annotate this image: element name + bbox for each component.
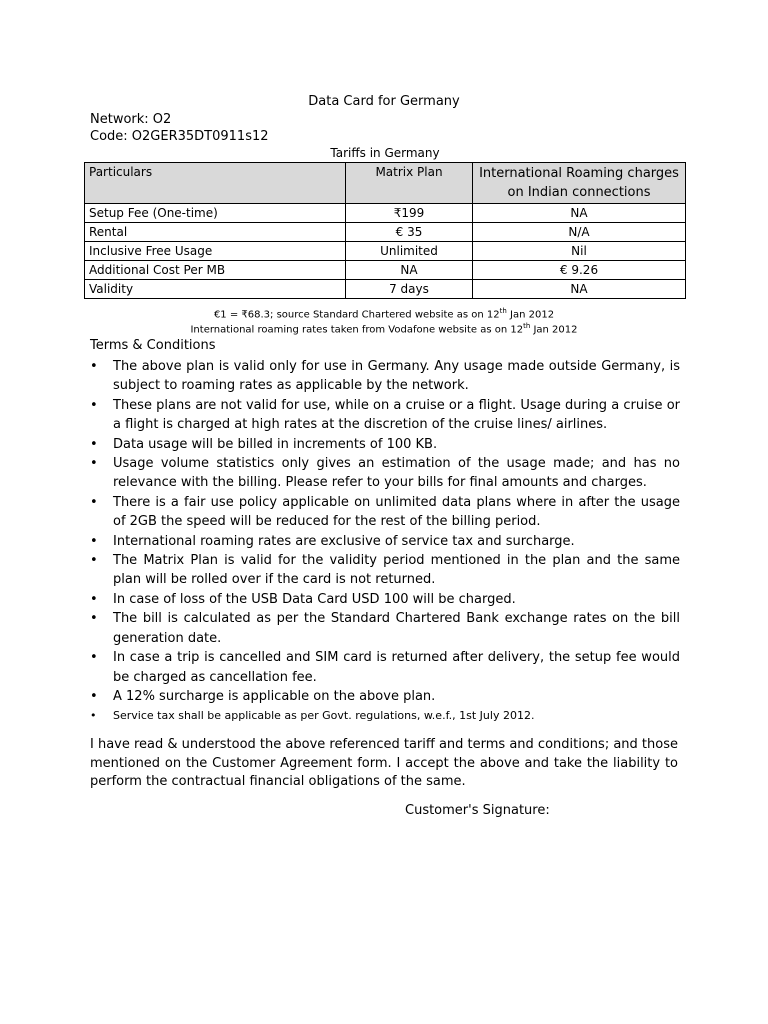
list-item xyxy=(90,532,680,551)
footnote-text: Jan 2012 xyxy=(506,309,555,321)
table-cell: NA xyxy=(473,280,686,299)
term-text: Service tax shall be applicable as per Govt. regulations, w.e.f., 1st July 2012. xyxy=(113,709,535,723)
header-roaming-charges: International Roaming charges on Indian connections xyxy=(473,163,686,204)
term-text: A 12% surcharge is applicable on the above plan. xyxy=(113,688,436,704)
list-item xyxy=(90,551,680,590)
term-text: The bill is calculated as per the Standard Chartered Bank exchange rates on the bill generation date. xyxy=(113,611,680,646)
table-cell: Nil xyxy=(473,242,686,261)
document-title: Data Card for Germany xyxy=(308,94,460,109)
table-cell: Setup Fee (One-time) xyxy=(85,204,346,223)
table-cell: Rental xyxy=(85,223,346,242)
table-cell: NA xyxy=(473,204,686,223)
bullet-icon: • xyxy=(90,494,98,510)
tariff-table xyxy=(84,162,686,299)
bullet-icon: • xyxy=(90,591,98,607)
table-row xyxy=(85,223,686,242)
table-row xyxy=(85,261,686,280)
network-label: Network: O2 xyxy=(90,112,172,127)
footnote-superscript: th xyxy=(499,307,507,315)
declaration-paragraph: I have read & understood the above referenced tariff and terms and conditions; and those mentioned on the Customer Agreement form. I accept the above and take the liability to perform the contractual financial obligations of the same. xyxy=(90,737,678,789)
list-item xyxy=(90,357,680,396)
table-cell: Inclusive Free Usage xyxy=(85,242,346,261)
tariffs-title: Tariffs in Germany xyxy=(330,146,440,160)
table-cell: € 35 xyxy=(346,223,473,242)
table-row xyxy=(85,280,686,299)
bullet-icon: • xyxy=(90,436,98,452)
table-cell: Additional Cost Per MB xyxy=(85,261,346,280)
list-item xyxy=(90,609,680,648)
term-text: The above plan is valid only for use in Germany. Any usage made outside Germany, is subject to roaming rates as applicable by the network. xyxy=(113,359,680,394)
term-text: In case a trip is cancelled and SIM card is returned after delivery, the setup fee would be charged as cancellation fee. xyxy=(113,650,680,685)
list-item xyxy=(90,648,680,687)
bullet-icon: • xyxy=(90,688,98,704)
term-text: The Matrix Plan is valid for the validity period mentioned in the plan and the same plan will be rolled over if the card is not returned. xyxy=(113,553,680,588)
term-text: Data usage will be billed in increments of 100 KB. xyxy=(113,436,438,452)
table-cell: € 9.26 xyxy=(473,261,686,280)
list-item xyxy=(90,396,680,435)
term-text: International roaming rates are exclusive of service tax and surcharge. xyxy=(113,533,575,549)
table-row xyxy=(85,204,686,223)
bullet-icon: • xyxy=(90,709,97,723)
list-item xyxy=(90,435,680,454)
bullet-icon: • xyxy=(90,533,98,549)
term-text: There is a fair use policy applicable on unlimited data plans where in after the usage of 2GB the speed will be reduced for the rest of the billing period. xyxy=(113,494,680,530)
table-row xyxy=(85,242,686,261)
table-header-row xyxy=(85,163,686,204)
footnote-superscript: th xyxy=(523,322,531,330)
bullet-icon: • xyxy=(90,397,98,413)
bullet-icon: • xyxy=(90,456,98,472)
bullet-icon: • xyxy=(90,359,98,374)
code-label: Code: O2GER35DT0911s12 xyxy=(90,129,269,144)
bullet-icon: • xyxy=(90,650,98,666)
list-item xyxy=(90,687,680,706)
table-cell: Unlimited xyxy=(346,242,473,261)
term-text: In case of loss of the USB Data Card USD 100 will be charged. xyxy=(113,591,516,607)
table-cell: ₹199 xyxy=(346,204,473,223)
footnote-text: Jan 2012 xyxy=(530,324,578,336)
footnote-text: €1 = ₹68.3; source Standard Chartered website as on 12 xyxy=(213,309,500,321)
terms-heading: Terms & Conditions xyxy=(90,338,216,353)
list-item xyxy=(90,493,680,532)
list-item xyxy=(90,454,680,493)
customer-signature-label: Customer's Signature: xyxy=(405,803,550,818)
list-item xyxy=(90,590,680,609)
exchange-rate-footnote xyxy=(0,307,768,320)
table-cell: NA xyxy=(346,261,473,280)
bullet-icon: • xyxy=(90,611,98,627)
table-cell: N/A xyxy=(473,223,686,242)
term-text: Usage volume statistics only gives an estimation of the usage made; and has no relevance with the billing. Please refer to your bills for final amounts and charges. xyxy=(113,456,680,491)
list-item xyxy=(90,706,680,725)
bullet-icon: • xyxy=(90,553,98,569)
table-cell: 7 days xyxy=(346,280,473,299)
header-matrix-plan: Matrix Plan xyxy=(346,163,473,204)
terms-list xyxy=(90,357,680,726)
table-cell: Validity xyxy=(85,280,346,299)
term-text: These plans are not valid for use, while on a cruise or a flight. Usage during a cruise or a flight is charged at high rates at the discretion of the cruise lines/ airlines. xyxy=(113,397,680,433)
footnote-text: International roaming rates taken from Vodafone website as on 12 xyxy=(190,324,524,336)
roaming-source-footnote xyxy=(0,322,768,335)
header-particulars: Particulars xyxy=(85,163,346,204)
